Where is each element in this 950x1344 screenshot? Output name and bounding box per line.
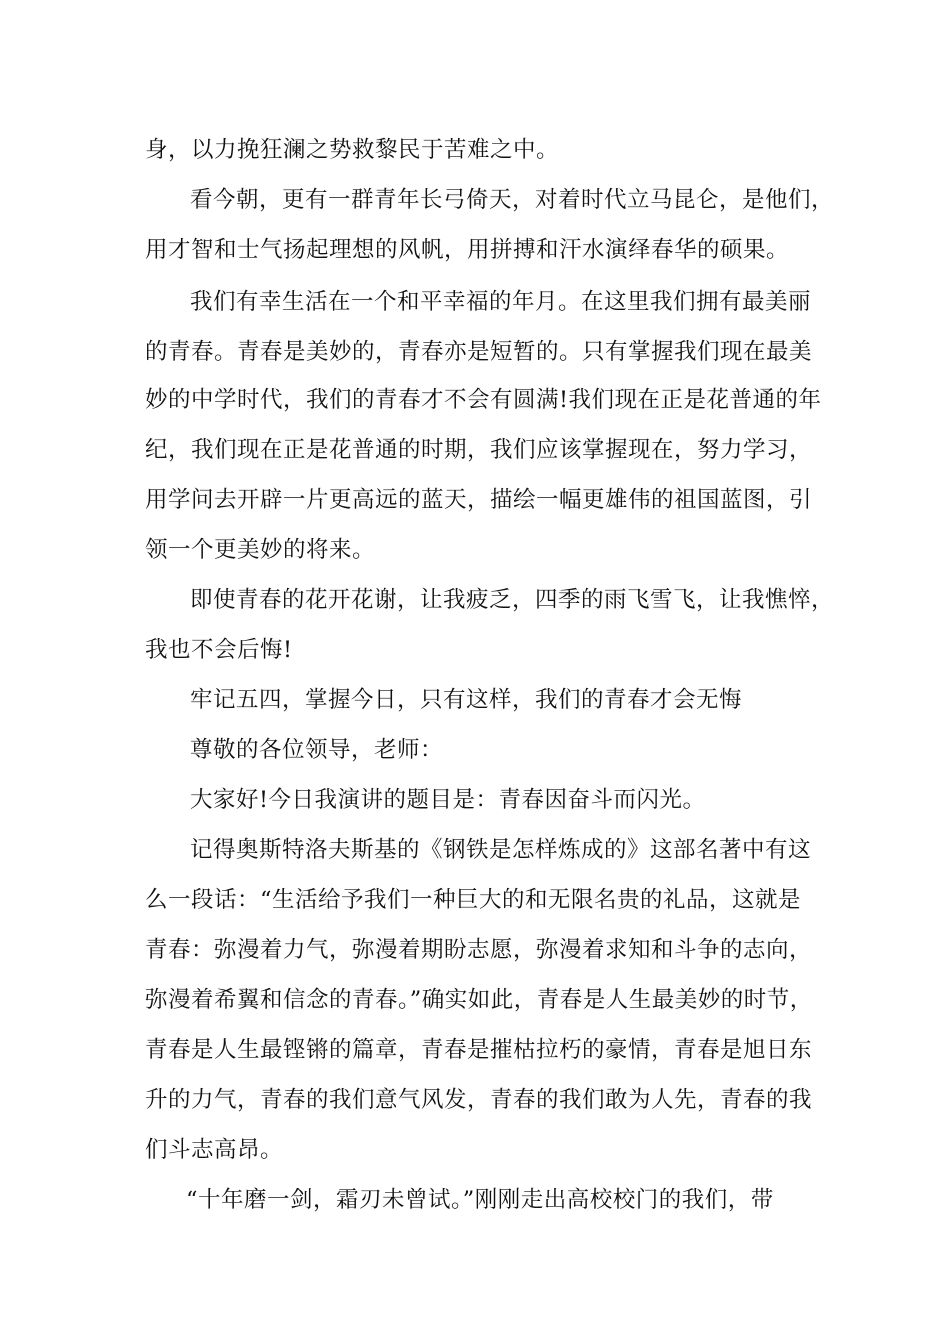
text-line: 弥漫着希翼和信念的青春。”确实如此，青春是人生最美妙的时节，	[145, 987, 813, 1013]
text-line: 记得奥斯特洛夫斯基的《钢铁是怎样炼成的》这部名著中有这	[190, 837, 812, 863]
text-line: 升的力气，青春的我们意气风发，青春的我们敢为人先，青春的我	[145, 1087, 813, 1113]
text-line: 我们有幸生活在一个和平幸福的年月。在这里我们拥有最美丽	[190, 289, 812, 315]
text-line: 牢记五四，掌握今日，只有这样，我们的青春才会无悔	[190, 687, 743, 713]
text-line: 妙的中学时代，我们的青春才不会有圆满!我们现在正是花普通的年	[145, 387, 822, 413]
text-line: 么一段话：“生活给予我们一种巨大的和无限名贵的礼品，这就是	[145, 887, 802, 913]
text-line: 看今朝，更有一群青年长弓倚天，对着时代立马昆仑，是他们，	[190, 187, 835, 213]
text-line: 纪，我们现在正是花普通的时期，我们应该掌握现在，努力学习，	[145, 437, 813, 463]
text-line: 我也不会后悔!	[145, 637, 293, 663]
text-line: 即使青春的花开花谢，让我疲乏，四季的雨飞雪飞，让我憔悴，	[190, 587, 835, 613]
text-line: 的青春。青春是美妙的，青春亦是短暂的。只有掌握我们现在最美	[145, 339, 813, 365]
text-line: 用学问去开辟一片更高远的蓝天，描绘一幅更雄伟的祖国蓝图，引	[145, 487, 813, 513]
text-line: 尊敬的各位领导，老师：	[190, 737, 444, 763]
text-line: 青春：弥漫着力气，弥漫着期盼志愿，弥漫着求知和斗争的志向，	[145, 937, 813, 963]
text-line: 大家好!今日我演讲的题目是：青春因奋斗而闪光。	[190, 787, 706, 813]
text-line: 身，以力挽狂澜之势救黎民于苦难之中。	[145, 137, 560, 163]
text-line: 青春是人生最铿锵的篇章，青春是摧枯拉朽的豪情，青春是旭日东	[145, 1037, 813, 1063]
text-line: “十年磨一剑，霜刃未曾试。”刚刚走出高校校门的我们，带	[186, 1187, 774, 1213]
text-line: 们斗志高昂。	[145, 1137, 284, 1163]
text-line: 用才智和士气扬起理想的风帆，用拼搏和汗水演绎春华的硕果。	[145, 237, 790, 263]
text-line: 领一个更美妙的将来。	[145, 537, 376, 563]
